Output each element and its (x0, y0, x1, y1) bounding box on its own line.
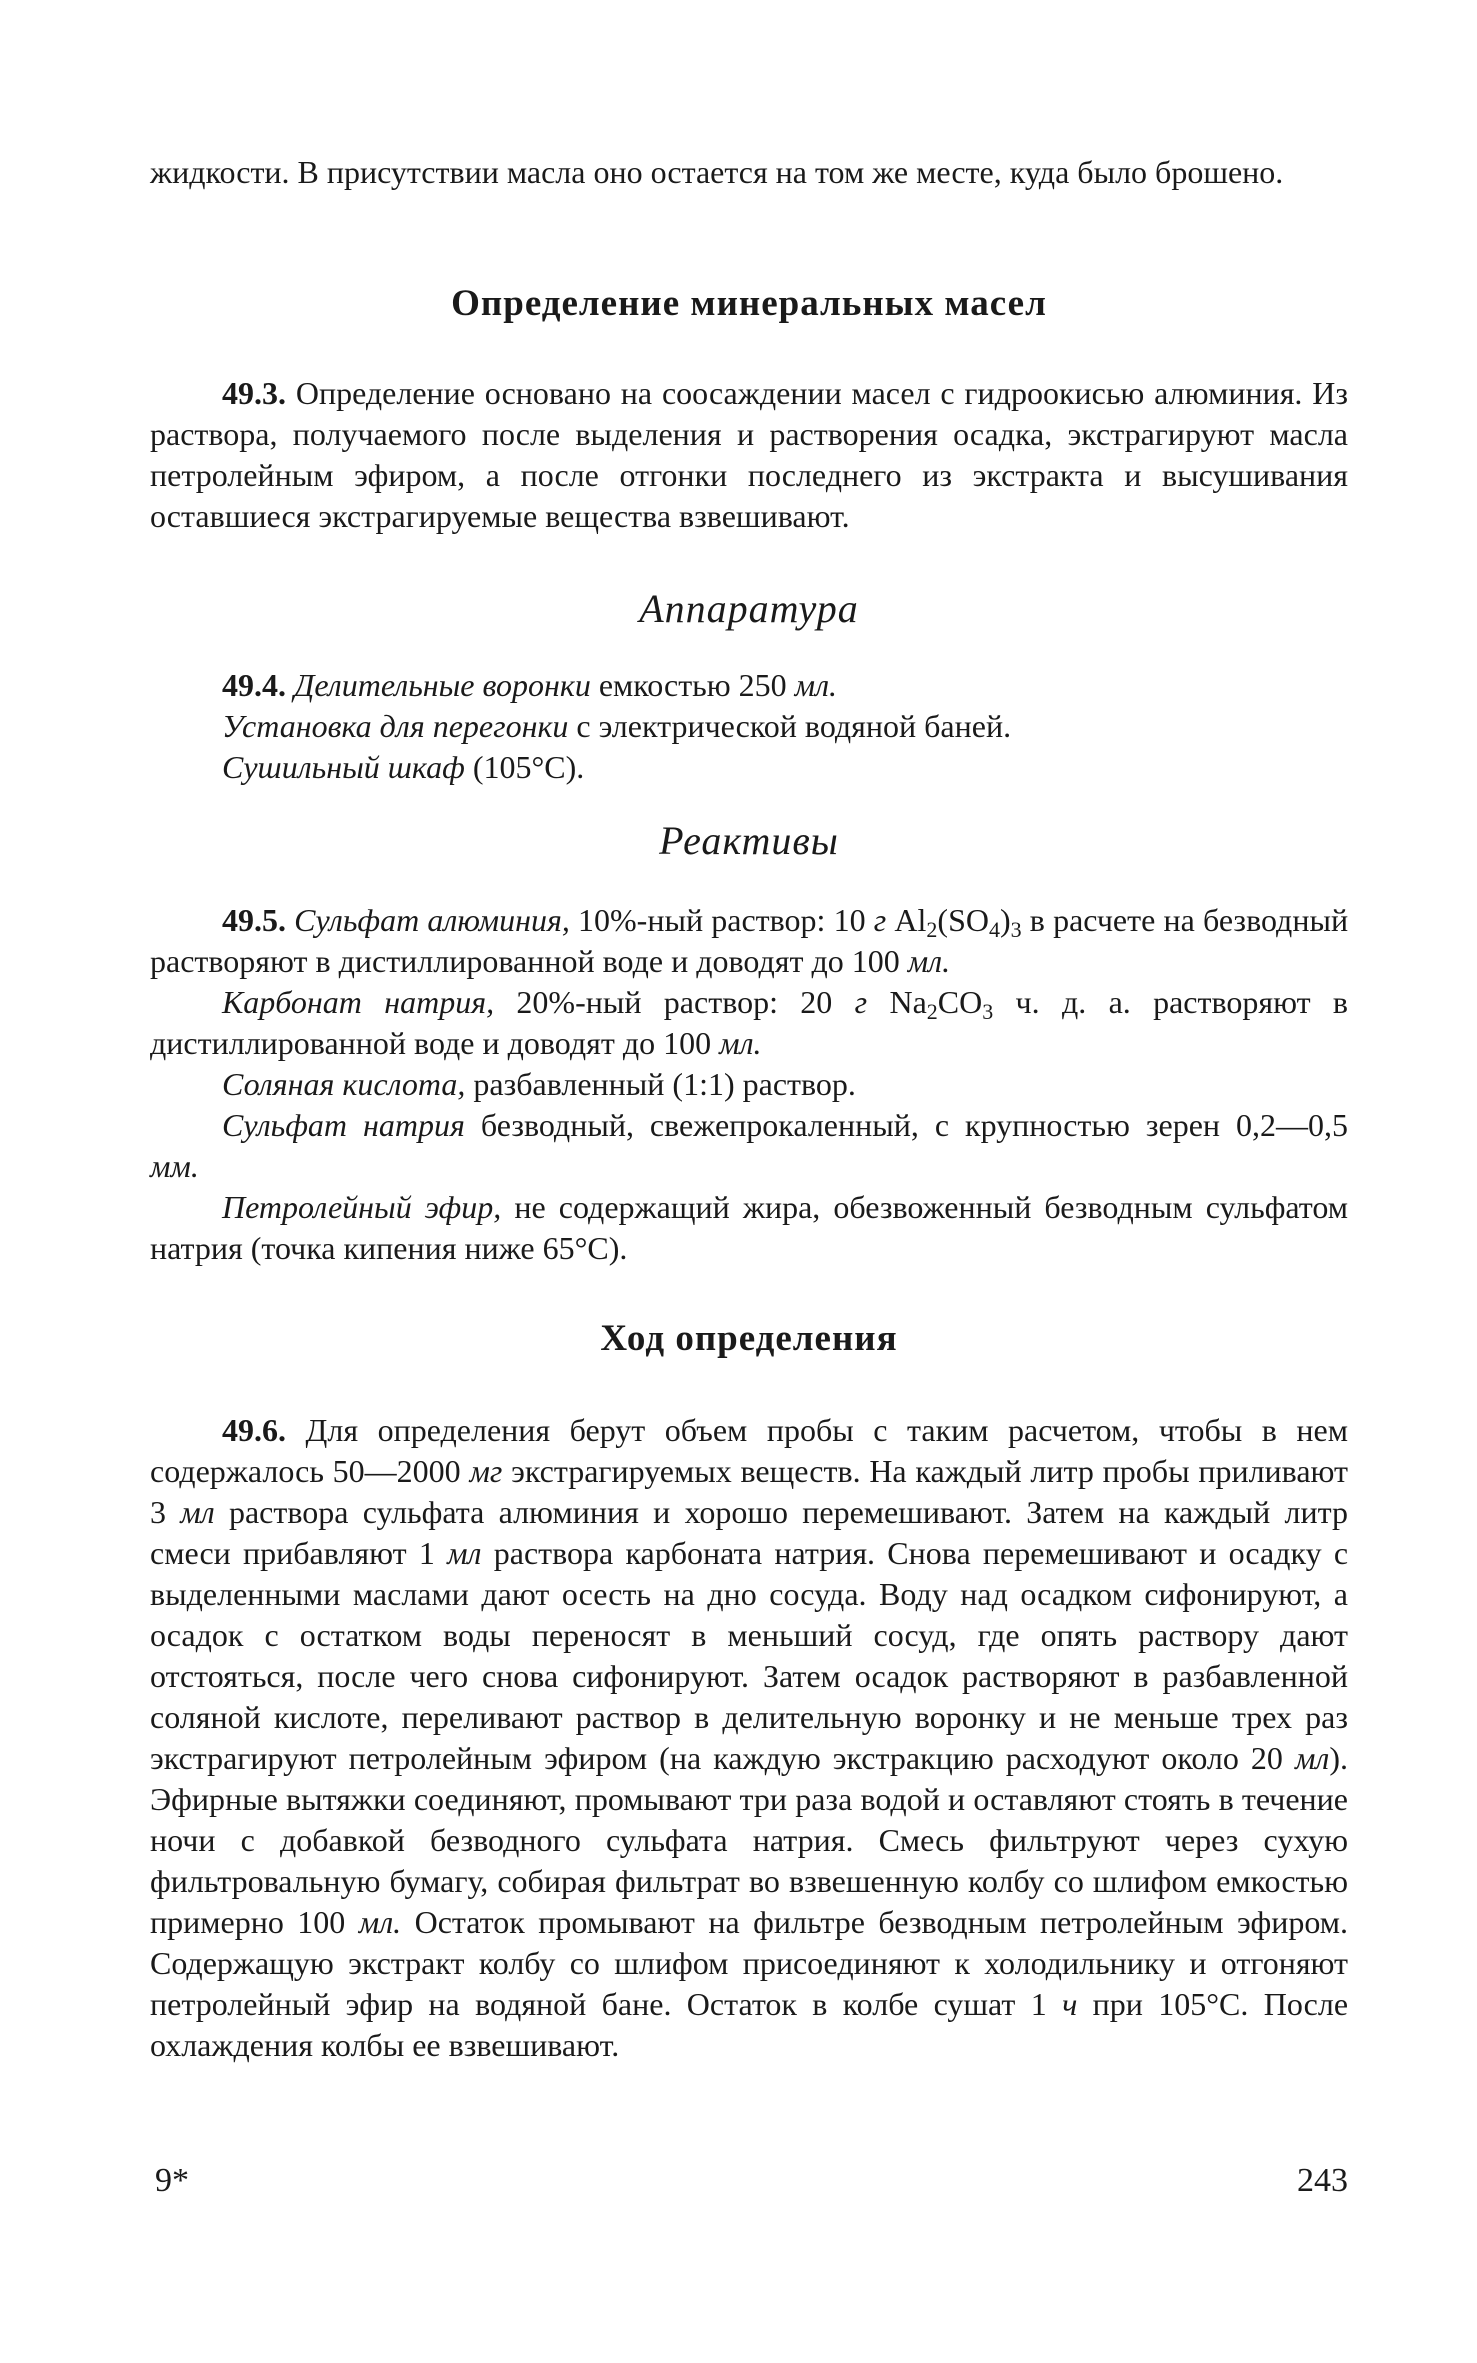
chemical-formula: $Na_2CO_3$ (889, 984, 994, 1024)
paragraph-text: жидкости. В присутствии масла оно остается на том же месте, куда было брошено. (150, 154, 1284, 190)
section-mineral-oils (150, 283, 1348, 324)
section-apparatus (150, 588, 1348, 629)
list-item: Карбонат натрия, 20%-ный раствор: 20 г $Na_2CO_3$ ч. д. а. растворяют в дистиллированной воде и доводят до 100 мл. (150, 984, 1349, 1061)
item-name: Установка для перегонки (222, 708, 569, 744)
list-item: Петролейный эфир, не содержащий жира, обезвоженный безводным сульфатом натрия (точка кипения ниже 65°C). (150, 1189, 1349, 1266)
clause-number: 49.4. (222, 667, 286, 703)
section-procedure (150, 1318, 1348, 1359)
item-name: Делительные воронки (294, 667, 591, 703)
page-number: 243 (1297, 2162, 1348, 2199)
clause-number: 49.3. (222, 375, 286, 411)
item-name: Сушильный шкаф (222, 749, 465, 785)
apparatus-list (150, 665, 1348, 788)
item-name: Петролейный эфир, (222, 1189, 502, 1225)
section-reagents (150, 820, 1348, 861)
paragraph-text: Определение основано на соосаждении масел с гидроокисью алюминия. Из раствора, получаемого после выделения и растворения осадка, экстрагируют масла петролейным эфиром, а после отгонки последнего из экстракта и высушивания оставшиеся экстрагируемые вещества взвешивают. (150, 375, 1349, 534)
chemical-formula: $Al_2(SO_4)_3$ (894, 902, 1022, 942)
item-name: Сульфат алюминия, (294, 902, 570, 938)
paragraph-49-6: 49.6. Для определения берут объем пробы с таким расчетом, чтобы в нем содержалось 50—2000 мг экстрагируемых веществ. На каждый литр пробы приливают 3 мл раствора сульфата алюминия и хорошо перемешивают. Затем на каждый литр смеси прибавляют 1 мл раствора карбоната натрия. Снова перемешивают и осадку с выделенными маслами дают осесть на дно сосуда. Воду над осадком сифонируют, а осадок с остатком воды переносят в меньший сосуд, где опять раствору дают отстояться, после чего снова сифонируют. Затем осадок растворяют в разбавленной соляной кислоте, переливают раствор в делительную воронку и не меньше трех раз экстрагируют петролейным эфиром (на каждую экстракцию расходуют около 20 мл). Эфирные вытяжки соединяют, промывают три раза водой и оставляют стоять в течение ночи с добавкой безводного сульфата натрия. Смесь фильтруют через сухую фильтровальную бумагу, собирая фильтрат во взвешенную колбу со шлифом емкостью примерно 100 мл. Остаток промывают на фильтре безводным петролейным эфиром. Содержащую экстракт колбу со шлифом присоединяют к холодильнику и отгоняют петролейный эфир на водяной бане. Остаток в колбе сушат 1 ч при 105°C. После охлаждения колбы ее взвешивают. (150, 1412, 1349, 2063)
section-heading: Реактивы (659, 818, 839, 863)
section-heading: Определение минеральных масел (451, 283, 1047, 324)
list-item: Сушильный шкаф (105°C). (222, 749, 585, 785)
item-name: Сульфат натрия (222, 1107, 465, 1143)
list-item: Соляная кислота, разбавленный (1:1) раствор. (222, 1066, 856, 1102)
list-item: Сульфат натрия безводный, свежепрокаленный, с крупностью зерен 0,2—0,5 мм. (150, 1107, 1349, 1184)
list-item: 49.4. Делительные воронки емкостью 250 мл. (222, 667, 838, 703)
signature-mark: 9* (155, 2162, 189, 2199)
clause-number: 49.5. (222, 902, 286, 938)
list-item: 49.5. Сульфат алюминия, 10%-ный раствор: 10 г $Al_2(SO_4)_3$ в расчете на безводный растворяют в дистиллированной воде и доводят до 100 мл. (150, 902, 1349, 979)
clause-number: 49.6. (222, 1412, 286, 1448)
item-name: Карбонат натрия, (222, 984, 495, 1020)
section-heading: Аппаратура (639, 586, 859, 631)
continued-paragraph (150, 152, 1348, 193)
section-heading: Ход определения (600, 1318, 898, 1359)
paragraph-49-3 (150, 373, 1348, 537)
list-item: Установка для перегонки с электрической водяной баней. (222, 708, 1012, 744)
reagents-list (150, 900, 1348, 1269)
item-name: Соляная кислота, (222, 1066, 466, 1102)
